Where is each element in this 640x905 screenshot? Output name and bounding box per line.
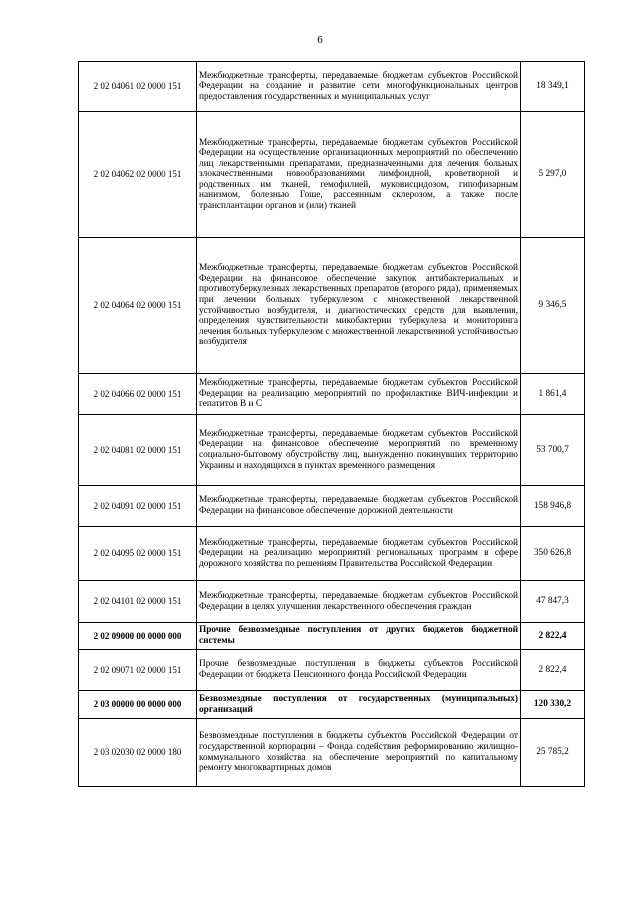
income-description: Межбюджетные трансферты, передаваемые бюджетам субъектов Российской Федерации на финансовое обеспечение мероприятий по временному социально-бытовому обустройству лиц, вынужденно покинувших территорию Украины и находящихся в пунктах временного размещения bbox=[197, 415, 521, 486]
budget-code: 2 02 09071 02 0000 151 bbox=[79, 650, 197, 691]
income-description: Прочие безвозмездные поступления от других бюджетов бюджетной системы bbox=[197, 623, 521, 650]
amount-value: 350 626,8 bbox=[521, 527, 585, 581]
amount-value: 2 822,4 bbox=[521, 650, 585, 691]
budget-code: 2 02 04081 02 0000 151 bbox=[79, 415, 197, 486]
amount-value: 1 861,4 bbox=[521, 374, 585, 415]
amount-value: 158 946,8 bbox=[521, 486, 585, 527]
table-row bbox=[79, 527, 585, 581]
income-description: Межбюджетные трансферты, передаваемые бюджетам субъектов Российской Федерации на осуществление организационных мероприятий по обеспечению лиц лекарственными препаратами, предназначенными для лечения больных злокачественными новообразованиями лимфоидной, кроветворной и родственных им тканей, гемофилией, муковисцидозом, гипофизарным нанизмом, болезнью Гоше, рассеянным склерозом, а также после трансплантации органов и (или) тканей bbox=[197, 112, 521, 238]
budget-table bbox=[78, 61, 585, 787]
income-description: Межбюджетные трансферты, передаваемые бюджетам субъектов Российской Федерации в целях улучшения лекарственного обеспечения граждан bbox=[197, 581, 521, 623]
amount-value: 2 822,4 bbox=[521, 623, 585, 650]
budget-code: 2 02 04095 02 0000 151 bbox=[79, 527, 197, 581]
table-row-group bbox=[79, 623, 585, 650]
page-number: 6 bbox=[317, 34, 323, 46]
amount-value: 120 330,2 bbox=[521, 691, 585, 719]
budget-code: 2 03 02030 02 0000 180 bbox=[79, 719, 197, 787]
income-description: Межбюджетные трансферты, передаваемые бюджетам субъектов Российской Федерации на финансовое обеспечение закупок антибактериальных и противотуберкулезных лекарственных препаратов (второго ряда), применяемых при лечении больных туберкулезом с множественной лекарственной устойчивостью возбудителя, и диагностических средств для выявления, определения чувствительности микобактерии туберкулеза и мониторинга лечения больных туберкулезом с множественной лекарственной устойчивостью возбудителя bbox=[197, 238, 521, 374]
budget-code: 2 02 04064 02 0000 151 bbox=[79, 238, 197, 374]
budget-code: 2 02 04101 02 0000 151 bbox=[79, 581, 197, 623]
budget-code: 2 02 04062 02 0000 151 bbox=[79, 112, 197, 238]
amount-value: 25 785,2 bbox=[521, 719, 585, 787]
budget-code: 2 03 00000 00 0000 000 bbox=[79, 691, 197, 719]
table-row bbox=[79, 650, 585, 691]
budget-code: 2 02 04066 02 0000 151 bbox=[79, 374, 197, 415]
amount-value: 53 700,7 bbox=[521, 415, 585, 486]
table-row bbox=[79, 238, 585, 374]
table-row bbox=[79, 112, 585, 238]
income-description: Безвозмездные поступления от государственных (муниципальных) организаций bbox=[197, 691, 521, 719]
budget-code: 2 02 09000 00 0000 000 bbox=[79, 623, 197, 650]
income-description: Межбюджетные трансферты, передаваемые бюджетам субъектов Российской Федерации на реализацию мероприятий региональных программ в сфере дорожного хозяйства по решениям Правительства Российской Федерации bbox=[197, 527, 521, 581]
table-row-group bbox=[79, 691, 585, 719]
amount-value: 5 297,0 bbox=[521, 112, 585, 238]
budget-code: 2 02 04061 02 0000 151 bbox=[79, 62, 197, 112]
table-row bbox=[79, 719, 585, 787]
table-row bbox=[79, 486, 585, 527]
table-row bbox=[79, 62, 585, 112]
table-row bbox=[79, 581, 585, 623]
table-row bbox=[79, 374, 585, 415]
table-row bbox=[79, 415, 585, 486]
income-description: Прочие безвозмездные поступления в бюджеты субъектов Российской Федерации от бюджета Пенсионного фонда Российской Федерации bbox=[197, 650, 521, 691]
amount-value: 9 346,5 bbox=[521, 238, 585, 374]
income-description: Межбюджетные трансферты, передаваемые бюджетам субъектов Российской Федерации на финансовое обеспечение дорожной деятельности bbox=[197, 486, 521, 527]
income-description: Межбюджетные трансферты, передаваемые бюджетам субъектов Российской Федерации на создание и развитие сети многофункциональных центров предоставления государственных и муниципальных услуг bbox=[197, 62, 521, 112]
budget-code: 2 02 04091 02 0000 151 bbox=[79, 486, 197, 527]
income-description: Безвозмездные поступления в бюджеты субъектов Российской Федерации от государственной корпорации – Фонда содействия реформированию жилищно-коммунального хозяйства на обеспечение мероприятий по капитальному ремонту многоквартирных домов bbox=[197, 719, 521, 787]
income-description: Межбюджетные трансферты, передаваемые бюджетам субъектов Российской Федерации на реализацию мероприятий по профилактике ВИЧ-инфекции и гепатитов В и С bbox=[197, 374, 521, 415]
amount-value: 18 349,1 bbox=[521, 62, 585, 112]
amount-value: 47 847,3 bbox=[521, 581, 585, 623]
